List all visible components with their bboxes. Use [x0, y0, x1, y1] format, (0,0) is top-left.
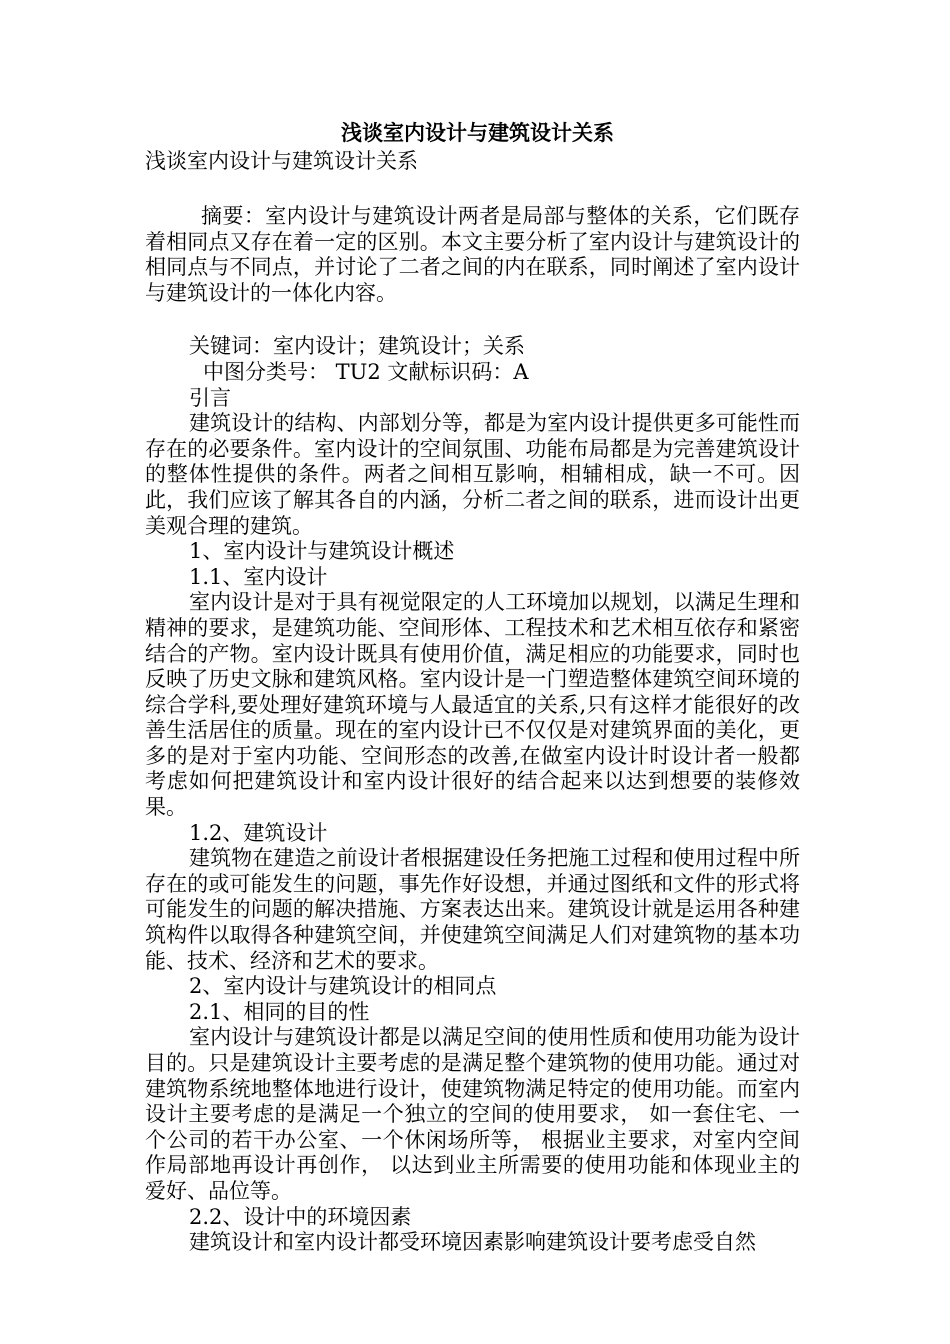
- section-2-2-heading: 2.2、设计中的环境因素: [189, 1204, 412, 1229]
- section-2-heading: 2、室内设计与建筑设计的相同点: [189, 974, 497, 999]
- abstract-paragraph: 摘要：室内设计与建筑设计两者是局部与整体的关系，它们既存着相同点又存在着一定的区别。本文主要分析了室内设计与建筑设计的相同点与不同点，并讨论了二者之间的内在联系，同时阐述了室内设计与建筑设计的一体化内容。: [145, 204, 800, 305]
- section-1-1-heading: 1.1、室内设计: [189, 564, 328, 589]
- section-1-heading: 1、室内设计与建筑设计概述: [189, 539, 455, 564]
- spacer: [145, 306, 800, 334]
- spacer: [145, 174, 800, 204]
- classification-line: 中图分类号： TU2 文献标识码：A: [203, 359, 529, 384]
- document-title: 浅谈室内设计与建筑设计关系: [341, 121, 614, 145]
- section-1-2-paragraph: 建筑物在建造之前设计者根据建设任务把施工过程和使用过程中所存在的或可能发生的问题，事先作好设想，并通过图纸和文件的形式将可能发生的问题的解决措施、方案表达出来。建筑设计就是运用各种建筑构件以取得各种建筑空间，并使建筑空间满足人们对建筑物的基本功能、技术、经济和艺术的要求。: [145, 846, 800, 973]
- section-2-1-heading: 2.1、相同的目的性: [189, 999, 370, 1024]
- document-body: [145, 118, 800, 1256]
- section-2-1-paragraph: 室内设计与建筑设计都是以满足空间的使用性质和使用功能为设计目的。只是建筑设计主要考虑的是满足整个建筑物的使用功能。通过对建筑物系统地整体地进行设计，使建筑物满足特定的使用功能。而室内设计主要考虑的是满足一个独立的空间的使用要求， 如一套住宅、一个公司的若干办公室、一个休闲场所等， 根据业主要求，对室内空间作局部地再设计再创作， 以达到业主所需要的使用功能和体现业主的爱好、品位等。: [145, 1025, 800, 1203]
- intro-paragraph: 建筑设计的结构、内部划分等，都是为室内设计提供更多可能性而存在的必要条件。室内设计的空间氛围、功能布局都是为完善建筑设计的整体性提供的条件。两者之间相互影响，相辅相成，缺一不可。因此，我们应该了解其各自的内涵，分析二者之间的联系，进而设计出更美观合理的建筑。: [145, 411, 800, 538]
- section-1-1-paragraph: 室内设计是对于具有视觉限定的人工环境加以规划，以满足生理和精神的要求，是建筑功能、空间形体、工程技术和艺术相互依存和紧密结合的产物。室内设计既具有使用价值，满足相应的功能要求，同时也反映了历史文脉和建筑风格。室内设计是一门塑造整体建筑空间环境的综合学科,要处理好建筑环境与人最适宜的关系,只有这样才能很好的改善生活居住的质量。现在的室内设计已不仅仅是对建筑界面的美化，更多的是对于室内功能、空间形态的改善,在做室内设计时设计者一般都考虑如何把建筑设计和室内设计很好的结合起来以达到想要的装修效果。: [145, 590, 800, 820]
- intro-heading: 引言: [189, 385, 231, 410]
- document-subtitle: 浅谈室内设计与建筑设计关系: [145, 149, 418, 173]
- section-2-2-paragraph: 建筑设计和室内设计都受环境因素影响建筑设计要考虑受自然: [189, 1230, 756, 1255]
- keywords-line: 关键词：室内设计；建筑设计；关系: [189, 334, 525, 359]
- section-1-2-heading: 1.2、建筑设计: [189, 820, 328, 845]
